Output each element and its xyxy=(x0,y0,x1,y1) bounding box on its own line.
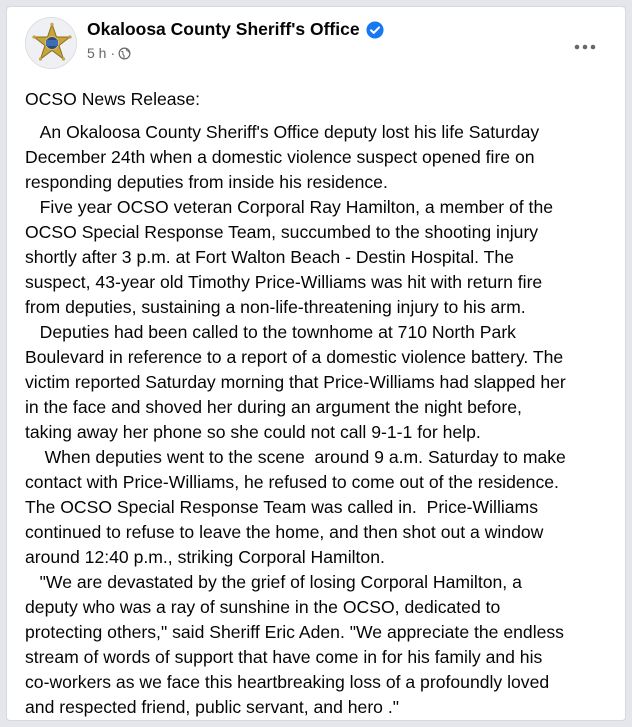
post-text-line: An Okaloosa County Sheriff's Office deputy lost his life Saturday xyxy=(25,122,540,142)
more-options-icon xyxy=(574,44,596,50)
post-heading: OCSO News Release: xyxy=(25,89,201,109)
post-card xyxy=(6,6,626,721)
post-text-line: When deputies went to the scene around 9 a.m. Saturday to make xyxy=(25,447,566,467)
more-options-button[interactable] xyxy=(567,29,603,65)
page-avatar[interactable] xyxy=(25,17,77,69)
post-meta xyxy=(87,45,131,61)
post-text-line: "We are devastated by the grief of losing Corporal Hamilton, a xyxy=(25,572,522,592)
meta-separator: · xyxy=(110,45,116,61)
page-name-link[interactable]: Okaloosa County Sheriff's Office xyxy=(87,19,360,39)
post-text-line: OCSO Special Response Team, succumbed to the shooting injury xyxy=(25,222,539,242)
post-text-line: Deputies had been called to the townhome at 710 North Park xyxy=(25,322,516,342)
post-text-line: The OCSO Special Response Team was called in. Price-Williams xyxy=(25,497,539,517)
post-text-line: continued to refuse to leave the home, and then shot out a window xyxy=(25,522,544,542)
post-text-line: responding deputies from inside his residence. xyxy=(25,172,388,192)
post-text-line: shortly after 3 p.m. at Fort Walton Beach - Destin Hospital. The xyxy=(25,247,514,267)
post-header xyxy=(7,7,625,79)
post-body xyxy=(25,87,615,720)
post-timestamp[interactable]: 5 h xyxy=(87,45,107,61)
post-text-line: Boulevard in reference to a report of a domestic violence battery. The xyxy=(25,347,564,367)
post-text-line: victim reported Saturday morning that Price-Williams had slapped her xyxy=(25,372,566,392)
post-text-line: in the face and shoved her during an argument the night before, xyxy=(25,397,522,417)
post-text-line: suspect, 43-year old Timothy Price-Williams was hit with return fire xyxy=(25,272,543,292)
post-text-line: co-workers as we face this heartbreaking loss of a profoundly loved xyxy=(25,672,550,692)
post-text-line: December 24th when a domestic violence suspect opened fire on xyxy=(25,147,535,167)
post-text-line: taking away her phone so she could not call 9-1-1 for help. xyxy=(25,422,481,442)
post-text-line: stream of words of support that have come in for his family and his xyxy=(25,647,543,667)
globe-icon[interactable] xyxy=(118,47,131,60)
post-text-line: Five year OCSO veteran Corporal Ray Hamilton, a member of the xyxy=(25,197,554,217)
post-text-line: protecting others," said Sheriff Eric Aden. "We appreciate the endless xyxy=(25,622,564,642)
verified-badge-icon xyxy=(366,21,384,39)
post-text-line: from deputies, sustaining a non-life-threatening injury to his arm. xyxy=(25,297,526,317)
post-text-line: deputy who was a ray of sunshine in the OCSO, dedicated to xyxy=(25,597,501,617)
post-text-line: and respected friend, public servant, and hero ." xyxy=(25,697,399,717)
sheriff-star-badge-icon xyxy=(26,18,77,69)
post-text-line: contact with Price-Williams, he refused to come out of the residence. xyxy=(25,472,559,492)
paragraph-gap xyxy=(25,112,615,120)
post-text-line: around 12:40 p.m., striking Corporal Hamilton. xyxy=(25,547,385,567)
post-lines xyxy=(25,120,615,720)
